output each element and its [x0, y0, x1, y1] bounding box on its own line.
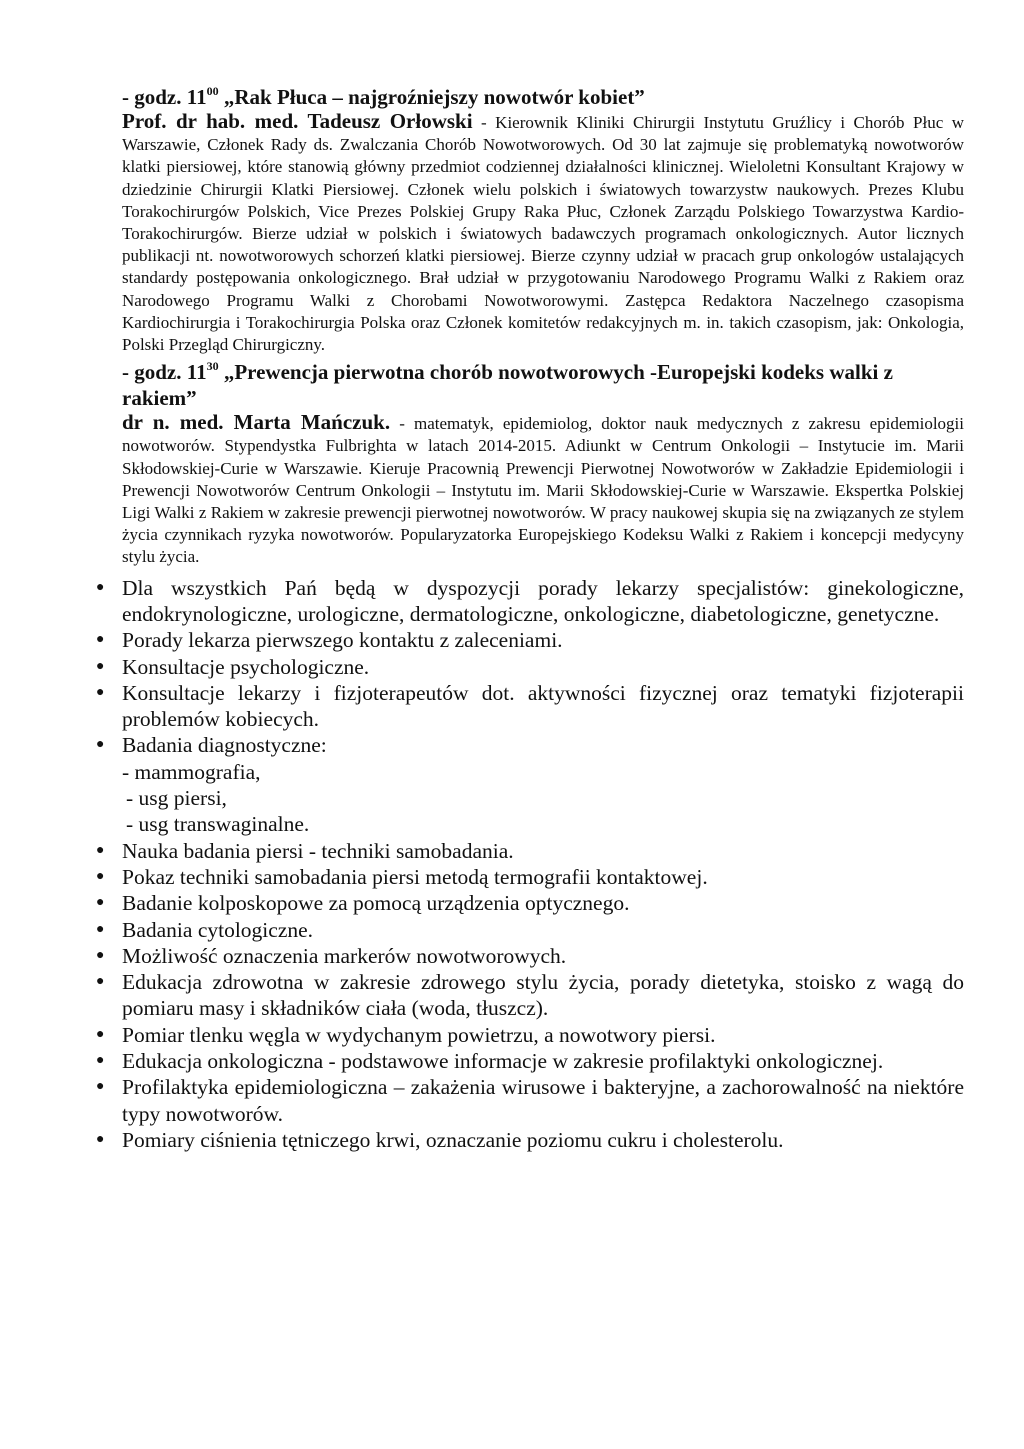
list-item-text: Pomiar tlenku węgla w wydychanym powietrzu, a nowotwory piersi. [122, 1022, 716, 1047]
bullet-icon: ● [96, 1053, 105, 1068]
bullet-icon: ● [96, 737, 105, 753]
lecture-1-time: - godz. 11 [122, 85, 207, 109]
list-item-text: Pokaz techniki samobadania piersi metodą termografii kontaktowej. [122, 864, 708, 889]
list-item [96, 838, 964, 864]
services-list [96, 575, 964, 1154]
list-item-text: Badania diagnostyczne: [122, 733, 327, 758]
lecture-2-time-minutes: 30 [206, 359, 219, 374]
list-item [96, 1127, 964, 1153]
lecture-1-speaker-name: Prof. dr hab. med. Tadeusz Orłowski [122, 109, 473, 133]
lecture-2-speaker-name: dr n. med. Marta Mańczuk. [122, 410, 391, 435]
list-item [96, 627, 964, 653]
list-item [96, 654, 964, 680]
list-item-text: Profilaktyka epidemiologiczna – zakażenia wirusowe i bakteryjne, a zachorowalność na niektóre typy nowotworów. [122, 1075, 964, 1126]
list-item [96, 917, 964, 943]
lecture-2-title [122, 359, 964, 411]
lecture-1 [122, 84, 964, 356]
bullet-icon: ● [96, 579, 105, 595]
list-item-text: Nauka badania piersi - techniki samobadania. [122, 838, 514, 863]
bullet-icon: ● [96, 842, 105, 858]
lecture-2 [122, 359, 964, 568]
list-item-text: Konsultacje psychologiczne. [122, 654, 370, 679]
list-item-text: Konsultacje lekarzy i fizjoterapeutów dot. aktywności fizycznej oraz tematyki fizjoterapii problemów kobiecych. [122, 680, 964, 732]
list-item [96, 575, 964, 628]
bullet-icon: ● [96, 1026, 105, 1042]
list-item [96, 864, 964, 890]
diagnostics-sub-item: - usg piersi, [126, 786, 227, 811]
lecture-2-topic: „Prewencja pierwotna chorób nowotworowych -Europejski kodeks walki z rakiem” [122, 360, 893, 411]
lecture-1-title [122, 84, 964, 110]
bullet-icon: ● [96, 974, 105, 990]
bullet-icon: ● [96, 1131, 105, 1147]
lecture-2-speaker [122, 411, 964, 568]
bullet-icon: ● [96, 632, 105, 648]
lecture-1-topic: „Rak Płuca – najgroźniejszy nowotwór kobiet” [218, 85, 645, 109]
bullet-icon: ● [96, 895, 105, 911]
lecture-1-time-minutes: 00 [206, 84, 219, 98]
bullet-icon: ● [96, 868, 105, 884]
diagnostics-sub-item: - usg transwaginalne. [126, 812, 310, 837]
list-item [96, 969, 964, 1022]
document-page [96, 84, 964, 1153]
bullet-icon: ● [96, 921, 105, 937]
list-item-text: Możliwość oznaczenia markerów nowotworowych. [122, 943, 567, 968]
list-item [96, 1022, 964, 1048]
lecture-1-speaker [122, 110, 964, 356]
list-item [96, 890, 964, 916]
list-item [96, 680, 964, 733]
list-item [96, 1048, 964, 1074]
list-item-text: Dla wszystkich Pań będą w dyspozycji porady lekarzy specjalistów: ginekologiczne, endokrynologiczne, urologiczne, dermatologiczne, onkologiczne, diabetologiczne, genetyczne. [122, 575, 964, 626]
lecture-2-time: - godz. 11 [122, 360, 207, 385]
list-item-text: Edukacja zdrowotna w zakresie zdrowego stylu życia, porady dietetyka, stoisko z wagą do pomiaru masy i składników ciała (woda, tłuszcz). [122, 970, 964, 1021]
list-item-text: Pomiary ciśnienia tętniczego krwi, oznaczanie poziomu cukru i cholesterolu. [122, 1127, 784, 1152]
list-item [96, 943, 964, 969]
bullet-icon: ● [96, 658, 105, 674]
diagnostics-sub-item: - mammografia, [122, 759, 261, 784]
list-item-text: Edukacja onkologiczna - podstawowe informacje w zakresie profilaktyki onkologicznej. [122, 1049, 884, 1073]
list-item-diagnostics [96, 732, 964, 837]
bullet-icon: ● [96, 684, 105, 700]
lecture-1-speaker-bio: - Kierownik Kliniki Chirurgii Instytutu Gruźlicy i Chorób Płuc w Warszawie, Członek Rady ds. Zwalczania Chorób Nowotworowych. Od 30 lat zajmuje się problematyką nowotworów klatki piersiowej, które stanowią główny przedmiot codziennej działalności klinicznej. Wieloletni Konsultant Krajowy w dziedzinie Chirurgii Klatki Piersiowej. Członek wielu polskich i światowych towarzystw naukowych. Prezes Klubu Torakochirurgów Polskich, Vice Prezes Polskiej Grupy Raka Płuc, Członek Zarządu Polskiego Towarzystwa Kardio-Torakochirurgów. Bierze udział w polskich i światowych badawczych programach onkologicznych. Autor licznych publikacji nt. nowotworowych schorzeń klatki piersiowej. Bierze czynny udział w pracach grup onkologów ustalających standardy postępowania onkologicznego. Brał udział w przygotowaniu Narodowego Programu Walki z Rakiem oraz Narodowego Programu Walki z Chorobami Nowotworowymi. Zastępca Redaktora Naczelnego czasopisma Kardiochirurgia i Torakochirurgia Polska oraz Członek komitetów redakcyjnych m. in. takich czasopism, jak: Onkologia, Polski Przegląd Chirurgiczny. [122, 113, 964, 355]
bullet-icon: ● [96, 947, 105, 963]
list-item-text: Porady lekarza pierwszego kontaktu z zaleceniami. [122, 628, 563, 653]
bullet-icon: ● [96, 1079, 105, 1095]
list-item [96, 1074, 964, 1127]
list-item-text: Badania cytologiczne. [122, 917, 314, 942]
lecture-2-speaker-bio: - matematyk, epidemiolog, doktor nauk medycznych z zakresu epidemiologii nowotworów. Stypendystka Fulbrighta w latach 2014-2015. Adiunkt w Centrum Onkologii – Instytucie im. Marii Skłodowskiej-Curie w Warszawie. Kieruje Pracownią Prewencji Pierwotnej Nowotworów w Zakładzie Epidemiologii i Prewencji Nowotworów Centrum Onkologii – Instytutu im. Marii Skłodowskiej-Curie w Warszawie. Ekspertka Polskiej Ligi Walki z Rakiem w zakresie prewencji pierwotnej nowotworów. W pracy naukowej skupia się na związanych ze stylem życia czynnikach ryzyka nowotworów. Popularyzatorka Europejskiego Kodeksu Walki z Rakiem i koncepcji medycyny stylu życia. [122, 414, 964, 567]
list-item-text: Badanie kolposkopowe za pomocą urządzenia optycznego. [122, 891, 630, 916]
